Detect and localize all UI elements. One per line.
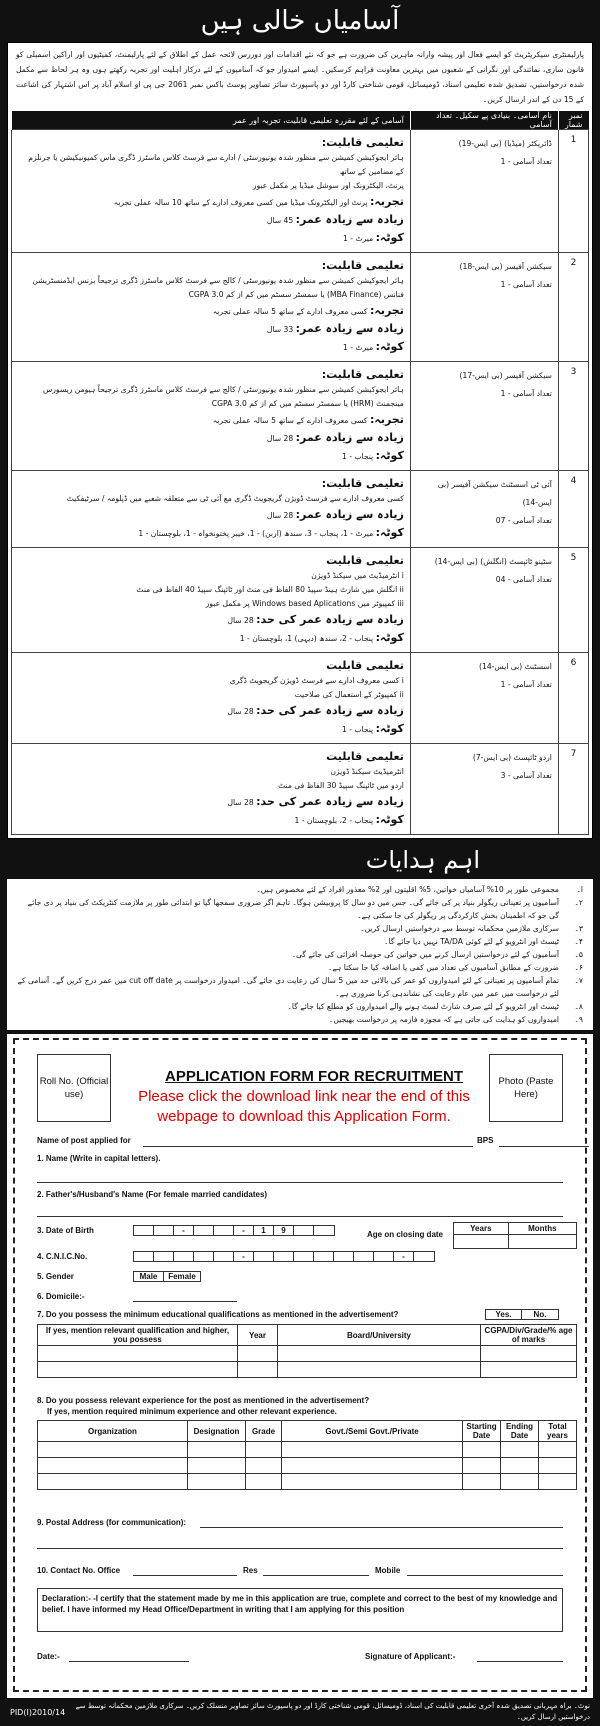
exp-cell[interactable] [539, 1442, 577, 1458]
exp-cell[interactable] [282, 1474, 463, 1490]
date-field[interactable] [69, 1661, 189, 1662]
contact-office-field[interactable] [133, 1575, 237, 1576]
instruction-text: مجموعی طور پر 10% آسامیاں خواتین، 5% اقلیتوں اور 2% معذور افراد کے لئے مخصوص ہیں۔ [256, 885, 559, 894]
post-count: تعداد آسامی - 07 [495, 516, 552, 525]
post-cell [410, 362, 558, 471]
exp-cell[interactable] [282, 1442, 463, 1458]
post-count: تعداد آسامی - 04 [495, 575, 552, 584]
quota-line [18, 447, 404, 465]
roll-no-box: Roll No. (Official use) [37, 1054, 111, 1122]
dob-label: 3. Date of Birth [37, 1226, 94, 1235]
dob-cell[interactable]: 9 [274, 1226, 294, 1235]
form-title: APPLICATION FORM FOR RECRUITMENT [165, 1068, 464, 1085]
exp-cell[interactable] [539, 1458, 577, 1474]
requirements-cell [12, 744, 411, 835]
qualification-label: تعلیمی قابلیت: [321, 259, 404, 272]
max-age-label: زیادہ سے زیادہ عمر: [295, 508, 404, 521]
cnic-cell[interactable] [354, 1252, 374, 1261]
instruction-item [17, 1000, 583, 1013]
qualification-line: i انٹرمیڈیٹ میں سیکنڈ ڈویژن [311, 571, 404, 580]
instructions-list [7, 879, 593, 1030]
experience-label: تجربہ: [369, 304, 404, 317]
months-header: Months [508, 1223, 576, 1235]
exp-cell[interactable] [188, 1442, 246, 1458]
qualification-label: تعلیمی قابلیت: [321, 477, 404, 490]
max-age-value: 28 سال [227, 798, 254, 807]
qualification-label: تعلیمی قابلیت [326, 554, 404, 567]
instruction-text: ضرورت کے مطابق آسامیوں کی تعداد میں کمی یا اضافہ کیا جا سکتا ہے۔ [327, 963, 559, 972]
table-row [12, 362, 589, 471]
father-name-field[interactable] [37, 1216, 563, 1217]
quota-value: پنجاب - 2، سندھ (دیہی) 1، بلوچستان - 1 [239, 634, 374, 643]
requirements-cell [12, 471, 411, 548]
exp-cell[interactable] [463, 1442, 501, 1458]
col-number: نمبر شمار [558, 111, 588, 130]
footer-note: نوٹ۔ براہ مہربانی تصدیق شدہ آخری تعلیمی قابلیت کی اسناد، ڈومیسائل، قومی شناختی کارڈ اور دو پاسپورٹ سائز تصاویر منسلک کریں۔ سرکاری ملازمین محکمانہ توسط سے درخواستیں ارسال کریں۔ [75, 1702, 590, 1721]
exp-cell[interactable] [539, 1474, 577, 1490]
exp-header: Ending Date [501, 1421, 539, 1442]
quota-value: پنجاب - 1 [341, 452, 374, 461]
quota-label: کوٹہ: [375, 449, 404, 462]
contact-mobile-field[interactable] [407, 1575, 563, 1576]
max-age-value: 45 سال [266, 216, 294, 225]
quota-line [18, 229, 404, 247]
download-notice[interactable]: Please click the download link near the end of this webpage to download this Application Form. [138, 1088, 470, 1125]
row-number: 6 [558, 653, 588, 744]
exp-cell[interactable] [188, 1458, 246, 1474]
table-row [12, 253, 589, 362]
max-age-line [18, 429, 404, 447]
vacancies-section [7, 42, 593, 839]
cnic-cell[interactable] [194, 1252, 214, 1261]
max-age-label: زیادہ سے زیادہ عمر کی حد: [256, 704, 404, 717]
instruction-text: امیدواروں کو ہدایت کی جاتی ہے کہ مجوزہ فارمہ پر درخواست بھیجیں۔ [328, 1015, 559, 1024]
qualification-line: ہائر ایجوکیشن کمیشن سے منظور شدہ یونیورسٹی / کالج سے فرسٹ کلاس ماسٹرز ڈگری ترجیحاً ہیومن ریسورس مینجمنٹ (HRM) یا سمسٹر سسٹم میں کم از کم 3.0 CGPA [42, 385, 404, 408]
quota-label: کوٹہ: [375, 340, 404, 353]
post-name: سیکشن آفیسر (بی ایس-17) [459, 371, 552, 380]
dob-field[interactable] [133, 1225, 335, 1236]
row-number: 5 [558, 548, 588, 653]
contact-mobile-label: Mobile [375, 1566, 401, 1575]
post-cell [410, 653, 558, 744]
education-table [37, 1324, 577, 1378]
cnic-field[interactable] [133, 1251, 435, 1262]
experience-value: پرنٹ اور الیکٹرونک میڈیا میں کسی معروف ادارے کے ساتھ 10 سالہ عملی تجربہ [113, 198, 368, 207]
requirements-cell [12, 548, 411, 653]
qualification-line: پرنٹ، الیکٹرونک اور سوشل میڈیا پر مکمل عبور [252, 181, 404, 190]
quota-label: کوٹہ: [375, 631, 404, 644]
qualification-line: ii انگلش میں شارٹ ہینڈ سپیڈ 80 الفاظ فی منٹ اور ٹائپنگ سپیڈ 40 الفاظ فی منٹ [136, 585, 404, 594]
quota-line [18, 524, 404, 542]
experience-table [37, 1420, 577, 1490]
max-age-label: زیادہ سے زیادہ عمر: [295, 431, 404, 444]
requirements-cell [12, 130, 411, 253]
quota-label: کوٹہ: [375, 231, 404, 244]
post-name: آئی ٹی اسسٹنٹ سیکشن آفیسر (بی ایس-14) [437, 480, 552, 507]
name-field[interactable] [37, 1182, 563, 1183]
bps-field[interactable] [499, 1146, 589, 1147]
pid-code: PID(I)2010/14 [10, 1707, 66, 1717]
quota-value: پنجاب - 1 [341, 725, 374, 734]
edu-header: CGPA/Div/Grade/% age of marks [481, 1325, 577, 1346]
exp-header: Designation [188, 1421, 246, 1442]
table-row [12, 653, 589, 744]
contact-res-label: Res [243, 1566, 258, 1575]
cnic-cell[interactable] [134, 1252, 154, 1261]
post-count: تعداد آسامی - 1 [500, 389, 552, 398]
table-header-row [38, 1325, 577, 1346]
cnic-cell[interactable]: - [394, 1252, 414, 1261]
cnic-cell[interactable] [174, 1252, 194, 1261]
max-age-line [18, 211, 404, 229]
edu-cell[interactable] [38, 1346, 238, 1362]
max-age-line [18, 320, 404, 338]
row-number: 7 [558, 744, 588, 835]
dob-cell[interactable] [134, 1226, 154, 1235]
row-number: 4 [558, 471, 588, 548]
gender-field [133, 1271, 201, 1282]
dob-cell[interactable]: - [234, 1226, 254, 1235]
max-age-value: 28 سال [266, 434, 294, 443]
exp-header: Total years [539, 1421, 577, 1442]
col-post: نام آسامی۔ بنیادی پے سکیل۔ تعداد آسامی [410, 111, 558, 130]
max-age-value: 28 سال [266, 511, 294, 520]
instructions-heading-row [0, 841, 600, 879]
exp-cell[interactable] [463, 1474, 501, 1490]
instruction-text: سرکاری ملازمین محکمانہ توسط سے درخواستیں ارسال کریں۔ [360, 924, 559, 933]
row-number: 1 [558, 130, 588, 253]
intro-paragraph: پارلیمنٹری سیکریٹریٹ کو ایسے فعال اور پیشہ وارانہ ماہرین کی ضرورت ہے جو کہ نئے اقدامات اور دوررس لائحہ عمل کے اطلاق کے لئے پارلیمنٹ، کمیٹیوں اور اراکین اسمبلی کو قانون سازی، نمائندگی اور نگرانی کے شعبوں میں بہترین معاونت فراہم کرسکیں۔ ایسے امیدوار جو کہ آسامیوں کے لئے درکار اہلیت اور تجربہ رکھتے ہوں وہ ہر لحاظ سے مکمل شدہ درخواستیں، تصدیق شدہ تعلیمی اسناد، ڈومیسائل، قومی شناختی کارڈ اور دو پاسپورٹ سائز تصاویر پوسٹ باکس نمبر 2061 جی پی او اسلام آباد پر اس اشتہار کی اشاعت کے 15 دن کے اندر ارسال کریں۔ [16, 50, 584, 104]
max-age-label: زیادہ سے زیادہ عمر: [295, 322, 404, 335]
qualification-label: تعلیمی قابلیت: [321, 136, 404, 149]
max-age-label: زیادہ سے زیادہ عمر: [295, 213, 404, 226]
instruction-text: آسامیوں پر تعیناتی ریگولر بنیاد پر کی جائے گی۔ جس میں دو سال کا پروبیشن ہوگا۔ تاہم اگر ضروری سمجھا گیا تو ابتدائی طور پر ملازمت کنٹریکٹ کی بنیاد پر دی جائے گی جو کہ اطمینان بخش کارکردگی پر ریگولر کی جا سکتی ہے۔ [27, 898, 559, 920]
quota-label: کوٹہ: [375, 526, 404, 539]
postal-address-field[interactable] [200, 1527, 563, 1528]
cnic-cell[interactable] [334, 1252, 354, 1261]
post-count: تعداد آسامی - 1 [500, 157, 552, 166]
instruction-item [17, 883, 583, 896]
dob-cell[interactable]: - [174, 1226, 194, 1235]
instruction-number: ۶۔ [574, 963, 583, 972]
quota-value: پنجاب - 2، بلوچستان - 1 [294, 816, 374, 825]
instruction-number: ۴۔ [574, 937, 583, 946]
dob-cell[interactable] [214, 1226, 234, 1235]
edu-cell[interactable] [481, 1346, 577, 1362]
quota-line [18, 338, 404, 356]
gender-male[interactable]: Male [134, 1272, 164, 1281]
exp-cell[interactable] [38, 1458, 188, 1474]
qualification-line: انٹرمیڈیٹ سیکنڈ ڈویژن [330, 767, 404, 776]
experience-subquestion: If yes, mention required minimum experience and other relevant experience. [47, 1407, 337, 1416]
qualification-label: تعلیمی قابلیت [326, 659, 404, 672]
footer [0, 1698, 600, 1726]
quota-value: میرٹ - 1، پنجاب - 3، سندھ (اربن) - 1، خیبر پختونخواہ - 1، بلوچستان - 1 [138, 529, 374, 538]
instruction-number: ۲۔ [574, 898, 583, 907]
page-title: آسامیاں خالی ہیں [0, 0, 600, 42]
max-age-value: 28 سال [227, 616, 254, 625]
name-label: 1. Name (Write in capital letters). [37, 1154, 161, 1163]
contact-office-label: 10. Contact No. Office [37, 1566, 121, 1575]
max-age-label: زیادہ سے زیادہ عمر کی حد: [256, 795, 404, 808]
instruction-item [17, 961, 583, 974]
exp-row [38, 1442, 577, 1458]
age-closing-label: Age on closing date [367, 1230, 444, 1239]
exp-header: Govt./Semi Govt./Private [282, 1421, 463, 1442]
exp-cell[interactable] [501, 1442, 539, 1458]
experience-label: تجربہ: [369, 195, 404, 208]
qualification-yesno [485, 1309, 559, 1320]
instruction-text: ٹیسٹ اور انٹرویو کے لئے کوئی TA/DA نہیں دیا جائے گا۔ [384, 937, 559, 946]
table-row [12, 548, 589, 653]
edu-cell[interactable] [38, 1362, 238, 1378]
table-row [12, 130, 589, 253]
cnic-cell[interactable] [414, 1252, 434, 1261]
qualification-line: اردو میں ٹائپنگ سپیڈ 30 الفاظ فی منٹ [278, 781, 404, 790]
qualification-line: ii کمپیوٹر کے استعمال کی صلاحیت [294, 690, 404, 699]
edu-header: Board/University [278, 1325, 481, 1346]
experience-line [18, 302, 404, 320]
requirements-cell [12, 253, 411, 362]
post-count: تعداد آسامی - 3 [500, 771, 552, 780]
age-table [453, 1222, 577, 1249]
exp-row [38, 1458, 577, 1474]
instruction-text: ٹیسٹ اور انٹرویو کے لئے صرف شارٹ لسٹ ہونے والے امیدواروں کو مطلع کیا جائے گا۔ [287, 1002, 559, 1011]
experience-question: 8. Do you possess relevant experience for the post as mentioned in the advertisement? [37, 1396, 370, 1405]
quota-line [18, 629, 404, 647]
experience-line [18, 411, 404, 429]
post-cell [410, 548, 558, 653]
edu-header: Year [238, 1325, 278, 1346]
cnic-cell[interactable] [214, 1252, 234, 1261]
cnic-cell[interactable] [154, 1252, 174, 1261]
instruction-item [17, 974, 583, 1000]
requirements-cell [12, 362, 411, 471]
max-age-label: زیادہ سے زیادہ عمر کی حد: [256, 613, 404, 626]
post-cell [410, 744, 558, 835]
post-label: Name of post applied for [37, 1136, 131, 1145]
edu-cell[interactable] [238, 1346, 278, 1362]
gender-label: 5. Gender [37, 1272, 74, 1281]
instruction-item [17, 948, 583, 961]
qualification-label: تعلیمی قابلیت [326, 750, 404, 763]
heading-spacer [0, 841, 205, 879]
experience-label: تجربہ: [369, 413, 404, 426]
contact-res-field[interactable] [263, 1575, 369, 1576]
exp-header: Starting Date [463, 1421, 501, 1442]
max-age-line [18, 611, 404, 629]
qualification-label: تعلیمی قابلیت: [321, 368, 404, 381]
dob-cell[interactable] [194, 1226, 214, 1235]
signature-label: Signature of Applicant:- [365, 1652, 456, 1661]
post-field[interactable] [143, 1146, 473, 1147]
table-header-row [38, 1421, 577, 1442]
instruction-item [17, 896, 583, 922]
qualification-line: iii کمپیوٹر میں Windows based Aplications پر مکمل عبور [205, 599, 404, 608]
instruction-item [17, 922, 583, 935]
exp-cell[interactable] [246, 1458, 282, 1474]
dob-cell[interactable] [314, 1226, 334, 1235]
post-cell [410, 130, 558, 253]
exp-cell[interactable] [38, 1474, 188, 1490]
experience-value: کسی معروف ادارے کے ساتھ 5 سالہ عملی تجربہ [212, 307, 368, 316]
post-name: سیکشن آفیسر (بی ایس-18) [459, 262, 552, 271]
instruction-item [17, 935, 583, 948]
qualification-line: ہائر ایجوکیشن کمیشن سے منظور شدہ یونیورسٹی / ادارے سے فرسٹ کلاس ماسٹرز ڈگری ماس کمیونیکیشن یا جرنلزم کے مضامین کے ساتھ [28, 153, 404, 176]
post-count: تعداد آسامی - 1 [500, 680, 552, 689]
photo-box: Photo (Paste Here) [489, 1054, 563, 1122]
declaration: Declaration:- -I certify that the statement made by me in this application are true, complete and correct to the best of my knowledge and belief. I have informed my Head Office/Department in writing that I am applying for this position [37, 1588, 563, 1632]
experience-line [18, 193, 404, 211]
domicile-field[interactable] [133, 1301, 237, 1302]
bps-label: BPS [477, 1136, 494, 1145]
exp-cell[interactable] [246, 1442, 282, 1458]
postal-address-field-2[interactable] [37, 1548, 563, 1549]
max-age-line [18, 702, 404, 720]
dob-cell[interactable] [294, 1226, 314, 1235]
exp-cell[interactable] [38, 1442, 188, 1458]
post-name: ڈائریکٹر (میڈیا) (بی ایس-19) [458, 139, 552, 148]
exp-header: Grade [246, 1421, 282, 1442]
dob-cell[interactable]: 1 [254, 1226, 274, 1235]
edu-header: If yes, mention relevant qualification and higher, you possess [38, 1325, 238, 1346]
post-cell [410, 253, 558, 362]
post-cell [410, 471, 558, 548]
col-requirements: آسامی کے لئے مقررہ تعلیمی قابلیت، تجربہ اور عمر [12, 111, 411, 130]
post-count: تعداد آسامی - 1 [500, 280, 552, 289]
exp-row [38, 1474, 577, 1490]
qualification-line: i کسی معروف ادارے سے فرسٹ ڈویژن گریجویٹ ڈگری [229, 676, 404, 685]
edu-row [38, 1346, 577, 1362]
max-age-value: 28 سال [227, 707, 254, 716]
exp-cell[interactable] [501, 1458, 539, 1474]
instruction-text: آسامیوں کے لئے درخواستیں ارسال کرنے میں خواتین کی حوصلہ افزائی کی جائے گی۔ [291, 950, 559, 959]
row-number: 2 [558, 253, 588, 362]
exp-header: Organization [38, 1421, 188, 1442]
exp-cell[interactable] [246, 1474, 282, 1490]
years-header: Years [454, 1223, 509, 1235]
edu-cell[interactable] [481, 1362, 577, 1378]
cnic-cell[interactable]: - [234, 1252, 254, 1261]
cnic-cell[interactable] [254, 1252, 274, 1261]
qualification-line: کسی معروف ادارے سے فرسٹ ڈویژن گریجویٹ ڈگری مع آئی ٹی سے متعلقہ شعبے میں ڈپلومہ / سرٹیفکیٹ [66, 494, 404, 503]
post-name: سٹینو ٹائپسٹ (انگلش) (بی ایس-14) [434, 557, 552, 566]
cnic-label: 4. C.N.I.C.No. [37, 1252, 88, 1261]
table-row [12, 471, 589, 548]
quota-label: کوٹہ: [375, 813, 404, 826]
table-row [12, 744, 589, 835]
edu-cell[interactable] [238, 1362, 278, 1378]
quota-value: میرٹ - 1 [343, 343, 374, 352]
qualification-line: ہائر ایجوکیشن کمیشن سے منظور شدہ یونیورسٹی / کالج سے فرسٹ کلاس ماسٹرز ڈگری ترجیحاً بزنس ایڈمنسٹریشن فنانس (MBA Finance) یا سمسٹر سسٹم میں کم از کم 3.0 CGPA [32, 276, 404, 299]
father-name-label: 2. Father's/Husband's Name (For female married candidates) [37, 1190, 268, 1199]
exp-cell[interactable] [463, 1458, 501, 1474]
quota-line [18, 720, 404, 738]
instruction-number: ۸۔ [574, 1002, 583, 1011]
experience-value: کسی معروف ادارے کے ساتھ 5 سالہ عملی تجربہ [212, 416, 368, 425]
vacancies-table [11, 111, 589, 835]
max-age-line [18, 506, 404, 524]
quota-label: کوٹہ: [375, 722, 404, 735]
quota-value: میرٹ - 1 [343, 234, 374, 243]
max-age-value: 33 سال [266, 325, 294, 334]
months-field[interactable] [508, 1235, 576, 1249]
qualification-no[interactable]: No. [533, 1310, 547, 1319]
instruction-number: ۹۔ [574, 1015, 583, 1024]
application-form [7, 1034, 593, 1698]
exp-cell[interactable] [282, 1458, 463, 1474]
instruction-item [17, 1013, 583, 1026]
date-label: Date:- [37, 1652, 60, 1661]
requirements-cell [12, 653, 411, 744]
instruction-text: تمام آسامیوں پر تعیناتی کے لئے امیدواروں کو عمر کی بالائی حد میں 5 سال کی رعایت دی جائے گی۔ امیدوار درخواست پر cut off date میں عمر درج کریں گے۔ آسامی کے لئے درخواست میں عمر میں عام رعایت کی نشاندہی کرنا ضروری ہے۔ [17, 976, 559, 998]
qualification-yes[interactable]: Yes. [486, 1310, 522, 1319]
cnic-cell[interactable] [294, 1252, 314, 1261]
cnic-cell[interactable] [314, 1252, 334, 1261]
signature-field[interactable] [477, 1661, 563, 1662]
instruction-number: ۳۔ [574, 924, 583, 933]
max-age-line [18, 793, 404, 811]
exp-cell[interactable] [188, 1474, 246, 1490]
instructions-heading: اہم ہدایات [205, 841, 600, 879]
instruction-number: ۷۔ [574, 976, 583, 985]
row-number: 3 [558, 362, 588, 471]
instruction-number: ۵۔ [574, 950, 583, 959]
years-field[interactable] [454, 1235, 509, 1249]
domicile-label: 6. Domicile:- [37, 1292, 85, 1301]
qualification-question: 7. Do you possess the minimum educational qualifications as mentioned in the advertisement? [37, 1310, 399, 1319]
edu-cell[interactable] [278, 1346, 481, 1362]
edu-cell[interactable] [278, 1362, 481, 1378]
instruction-number: ا۔ [576, 885, 583, 894]
post-name: اسسٹنٹ (بی ایس-14) [479, 662, 552, 671]
cnic-cell[interactable] [374, 1252, 394, 1261]
cnic-cell[interactable] [274, 1252, 294, 1261]
exp-cell[interactable] [501, 1474, 539, 1490]
postal-address-label: 9. Postal Address (for communication): [37, 1518, 187, 1527]
dob-cell[interactable] [154, 1226, 174, 1235]
quota-line [18, 811, 404, 829]
post-name: اردو ٹائپسٹ (بی ایس-7) [472, 753, 552, 762]
gender-female[interactable]: Female [168, 1272, 196, 1281]
edu-row [38, 1362, 577, 1378]
